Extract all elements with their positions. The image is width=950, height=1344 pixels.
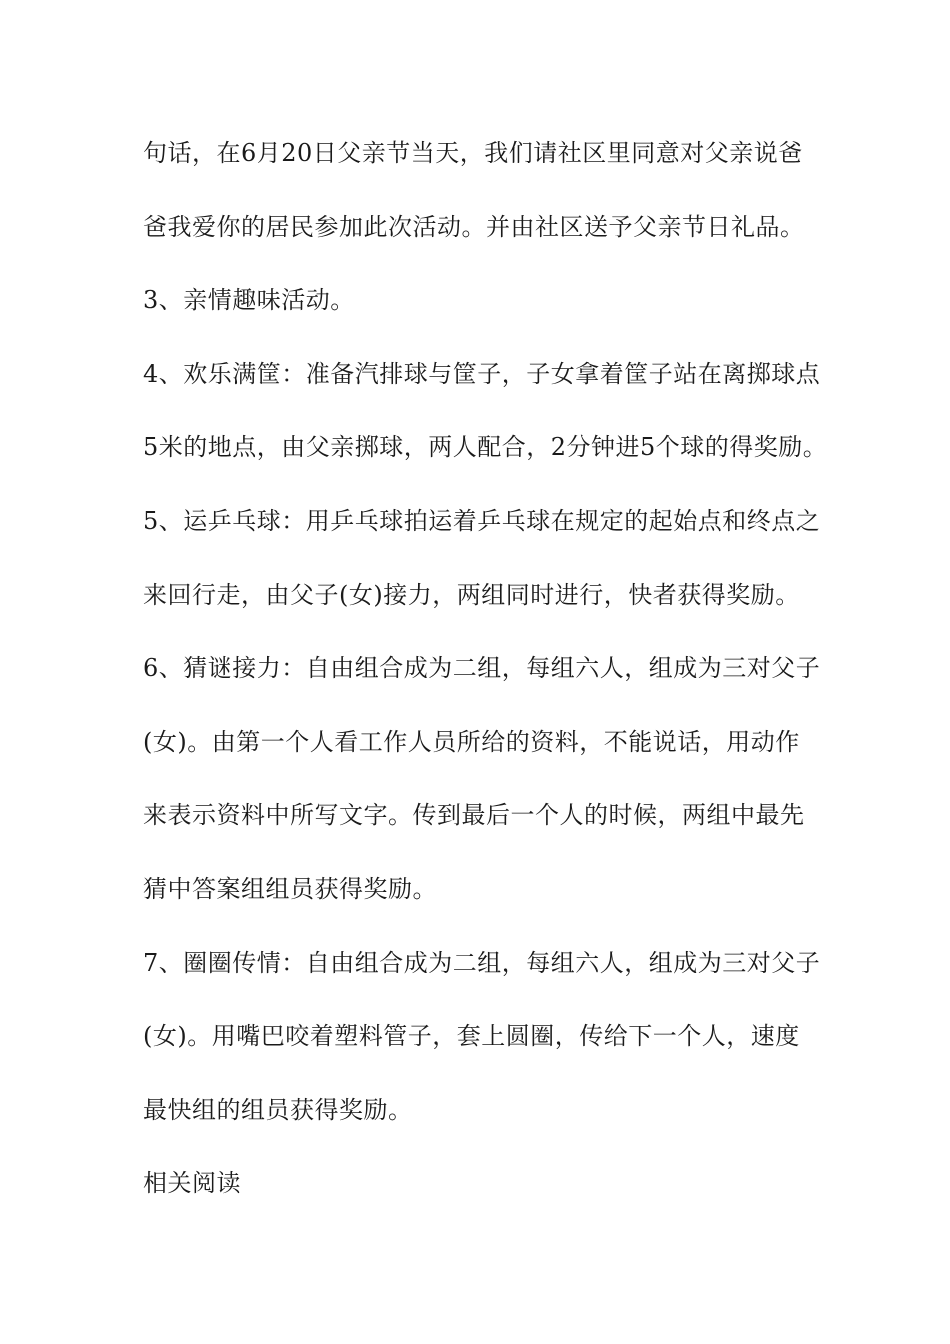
text-line: 来回行走，由父子(女)接力，两组同时进行，快者获得奖励。 [143, 580, 800, 609]
text-line: 来表示资料中所写文字。传到最后一个人的时候，两组中最先 [143, 801, 805, 830]
related-reading-heading: 相关阅读 [143, 1169, 241, 1198]
text-line: 6、猜谜接力：自由组合成为二组，每组六人，组成为三对父子 [143, 654, 821, 683]
text-line: 5米的地点，由父亲掷球，两人配合，2分钟进5个球的得奖励。 [143, 433, 828, 462]
text-line: 爸我爱你的居民参加此次活动。并由社区送予父亲节日礼品。 [143, 212, 805, 241]
text-line: 最快组的组员获得奖励。 [143, 1095, 413, 1124]
document-body [143, 127, 828, 1231]
text-line: 7、圈圈传情：自由组合成为二组，每组六人，组成为三对父子 [143, 948, 821, 977]
text-line: (女)。用嘴巴咬着塑料管子，套上圆圈，传给下一个人，速度 [143, 1022, 800, 1051]
section-heading: 3、亲情趣味活动。 [143, 286, 355, 315]
text-line: 4、欢乐满筐：准备汽排球与筐子，子女拿着筐子站在离掷球点 [143, 359, 821, 388]
text-line: 句话，在6月20日父亲节当天，我们请社区里同意对父亲说爸 [143, 139, 803, 167]
text-line: (女)。由第一个人看工作人员所给的资料，不能说话，用动作 [143, 727, 800, 756]
text-line: 猜中答案组组员获得奖励。 [143, 874, 437, 903]
text-line: 5、运乒乓球：用乒乓球拍运着乒乓球在规定的起始点和终点之 [143, 506, 821, 535]
